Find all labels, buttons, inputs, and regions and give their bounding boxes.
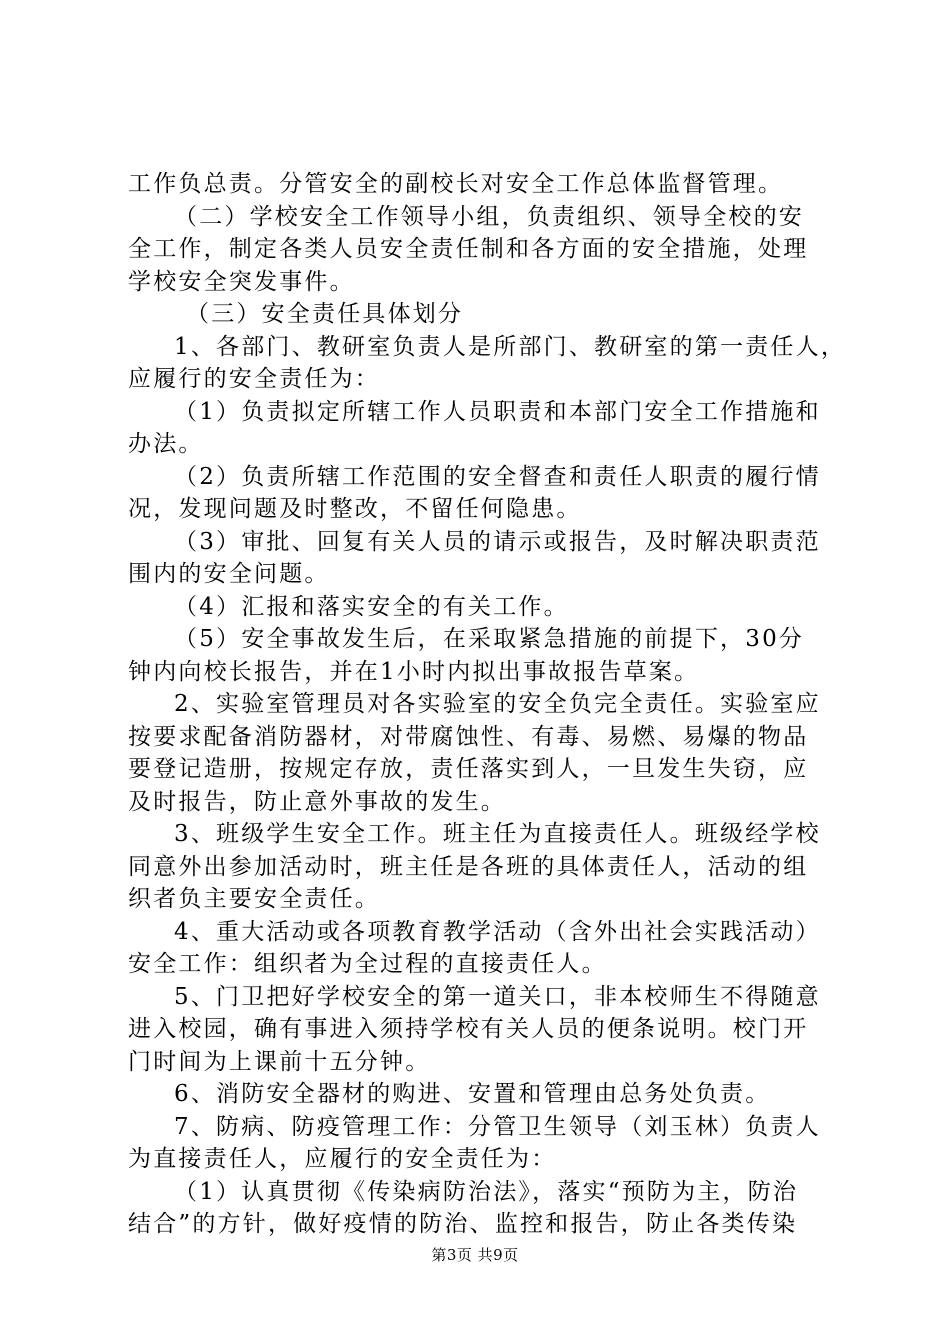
text-line: 要登记造册，按规定存放，责任落实到人，一旦发生失窃，应 — [128, 756, 809, 782]
document-body — [128, 170, 847, 1243]
text-line: 围内的安全问题。 — [128, 561, 330, 587]
text-line: （1）负责拟定所辖工作人员职责和本部门安全工作措施和 — [174, 398, 821, 425]
text-line: 及时报告，防止意外事故的发生。 — [128, 788, 506, 815]
text-line: （5）安全事故发生后，在采取紧急措施的前提下，30分 — [174, 626, 805, 652]
text-line: 同意外出参加活动时，班主任是各班的具体责任人，活动的组 — [128, 853, 809, 880]
text-line: 工作负总责。分管安全的副校长对安全工作总体监督管理。 — [128, 171, 784, 197]
text-line: （4）汇报和落实安全的有关工作。 — [174, 593, 569, 620]
text-line: （三）安全责任具体划分 — [186, 301, 464, 327]
text-line: 1、各部门、教研室负责人是所部门、教研室的第一责任人， — [174, 333, 847, 360]
text-line: 办法。 — [128, 431, 204, 457]
text-line: 2、实验室管理员对各实验室的安全负完全责任。实验室应 — [174, 691, 821, 717]
text-line: 钟内向校长报告，并在1小时内拟出事故报告草案。 — [128, 658, 700, 685]
text-line: 门时间为上课前十五分钟。 — [128, 1048, 431, 1075]
text-line: （2）负责所辖工作范围的安全督查和责任人职责的履行情 — [174, 463, 821, 490]
text-line: 7、防病、防疫管理工作：分管卫生领导（刘玉林）负责人 — [174, 1113, 821, 1140]
text-line: （1）认真贯彻《传染病防治法》，落实“预防为主，防治 — [174, 1178, 799, 1205]
page-number-footer: 第3页 共9页 — [431, 1246, 519, 1264]
text-line: （3）审批、回复有关人员的请示或报告，及时解决职责范 — [174, 528, 821, 555]
text-line: 5、门卫把好学校安全的第一道关口，非本校师生不得随意 — [174, 983, 821, 1010]
text-line: （二）学校安全工作领导小组，负责组织、领导全校的安 — [174, 203, 804, 230]
text-line: 为直接责任人，应履行的安全责任为： — [128, 1146, 557, 1172]
text-line: 学校安全突发事件。 — [128, 268, 355, 295]
text-line: 进入校园，确有事进入须持学校有关人员的便条说明。校门开 — [128, 1016, 809, 1042]
text-line: 全工作，制定各类人员安全责任制和各方面的安全措施，处理 — [128, 236, 809, 262]
text-line: 3、班级学生安全工作。班主任为直接责任人。班级经学校 — [174, 821, 821, 847]
text-line: 况，发现问题及时整改，不留任何隐患。 — [128, 496, 582, 522]
text-line: 6、消防安全器材的购进、安置和管理由总务处负责。 — [174, 1081, 771, 1107]
text-line: 结合”的方针，做好疫情的防治、监控和报告，防止各类传染 — [128, 1211, 798, 1237]
text-line: 织者负主要安全责任。 — [128, 886, 380, 912]
text-line: 安全工作：组织者为全过程的直接责任人。 — [128, 951, 607, 977]
text-line: 应履行的安全责任为： — [128, 366, 380, 392]
text-line: 按要求配备消防器材，对带腐蚀性、有毒、易燃、易爆的物品 — [128, 723, 809, 750]
text-line: 4、重大活动或各项教育教学活动（含外出社会实践活动） — [174, 918, 821, 945]
